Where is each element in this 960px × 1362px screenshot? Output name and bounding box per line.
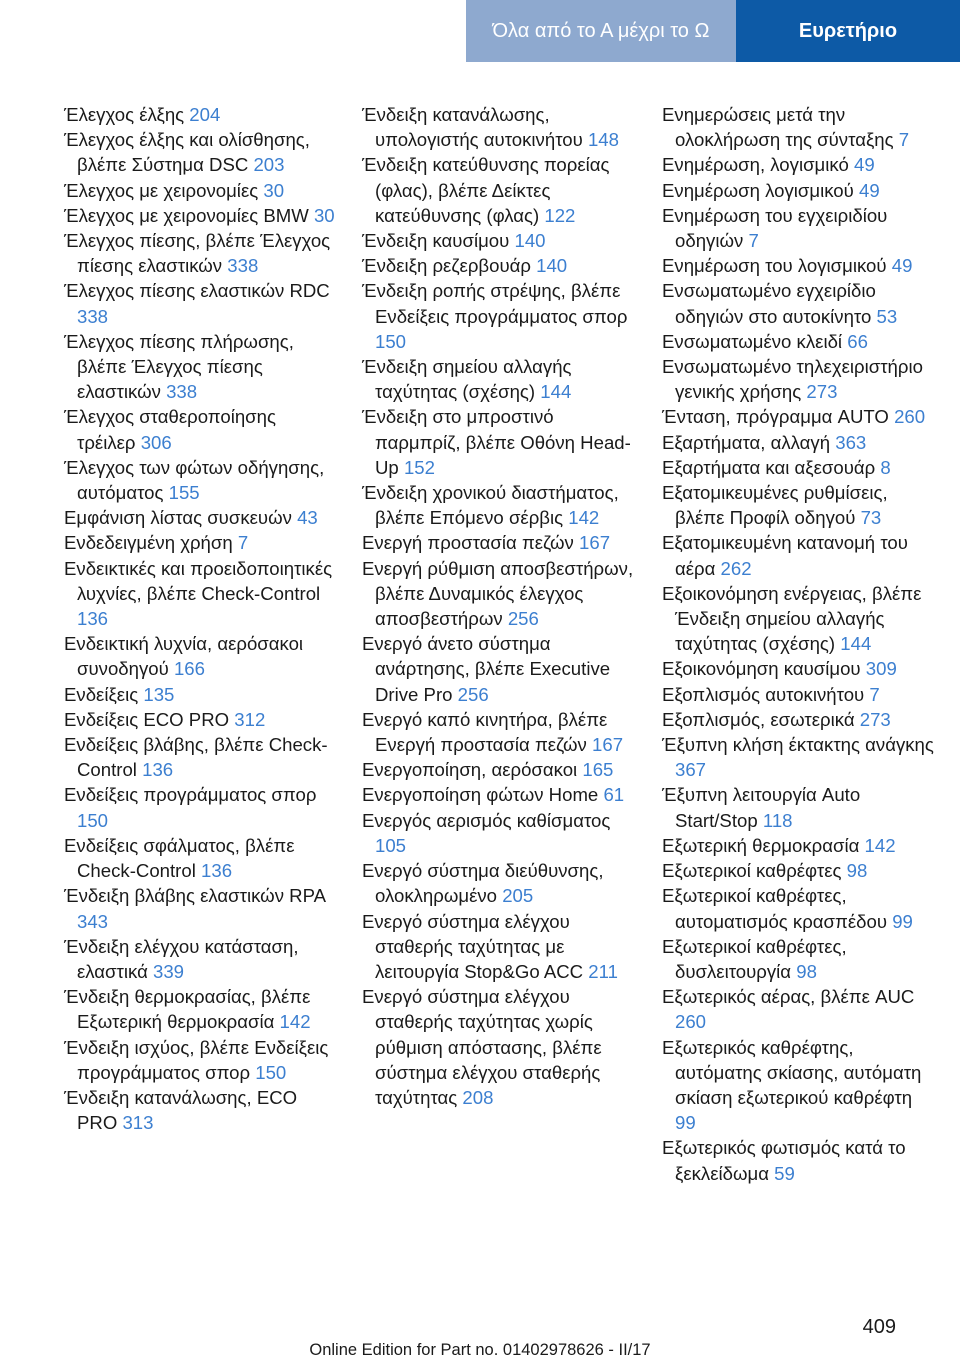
index-entry-term: Εξοικονόμηση καυσίμου: [662, 658, 861, 680]
index-entry: [362, 707, 634, 757]
index-entry-term: Ενεργός αερισμός καθίσματος: [362, 809, 611, 831]
index-entry: [64, 1035, 336, 1085]
index-entry-page-link[interactable]: 49: [858, 179, 880, 201]
index-entry-term: Εξοπλισμός, εσωτερικά: [662, 708, 855, 730]
index-entry-term: Εξατομικευμένες ρυθμίσεις, βλέπε Προφίλ οδηγού: [662, 482, 888, 529]
index-entry-page-link[interactable]: 142: [864, 834, 896, 856]
index-entry-page-link[interactable]: 59: [774, 1162, 795, 1184]
index-entry-page-link[interactable]: 260: [675, 1011, 707, 1033]
index-entry-page-link[interactable]: 30: [263, 179, 285, 201]
index-entry: [362, 631, 634, 707]
index-entry: [662, 682, 934, 707]
index-entry-term: Ενδείξεις βλάβης, βλέπε Check-Control: [64, 734, 328, 781]
index-entry-term: Έλεγχος πίεσης πλήρωσης, βλέπε Έλεγχος πίεσης ελαστικών: [64, 330, 294, 403]
index-entry-term: Έλεγχος έλξης: [64, 104, 185, 125]
index-entry-term: Ενεργό σύστημα ελέγχου σταθερής ταχύτητας με λειτουργία Stop&Go ACC: [362, 910, 584, 982]
index-entry-page-link[interactable]: 7: [237, 532, 249, 554]
index-entry: [662, 152, 934, 177]
index-entry-page-link[interactable]: 142: [279, 1011, 311, 1033]
index-entry-term: Ενδείξεις προγράμματος σπορ: [64, 784, 317, 806]
index-entry: [362, 858, 634, 908]
index-entry: [64, 505, 336, 530]
index-entry: [64, 556, 336, 632]
index-entry-page-link[interactable]: 7: [869, 683, 880, 705]
index-entry-page-link[interactable]: 167: [579, 532, 611, 554]
index-entry-term: Εξοικονόμηση ενέργειας, βλέπε Ένδειξη σημείου αλλαγής ταχύτητας (σχέσης): [662, 582, 922, 655]
index-entry-term: Έλεγχος σταθεροποίησης τρέιλερ: [64, 406, 276, 453]
index-entry-page-link[interactable]: 211: [588, 960, 618, 982]
index-entry: [64, 631, 336, 681]
index-entry-page-link[interactable]: 273: [806, 381, 838, 403]
index-entry: [662, 404, 934, 429]
index-entry-page-link[interactable]: 150: [375, 330, 407, 352]
index-entry: [64, 329, 336, 405]
index-entry-page-link[interactable]: 8: [880, 456, 891, 478]
index-entry: [662, 278, 934, 328]
index-entry: [362, 404, 634, 480]
index-entry-page-link[interactable]: 338: [166, 381, 198, 403]
index-entry: [662, 1135, 934, 1185]
index-entry: [662, 656, 934, 681]
index-entry-page-link[interactable]: 152: [403, 456, 435, 478]
index-entry-page-link[interactable]: 99: [892, 910, 913, 932]
index-entry: [64, 404, 336, 454]
index-entry-term: Έλεγχος πίεσης ελαστικών RDC: [64, 280, 330, 302]
index-entry-page-link[interactable]: 208: [462, 1086, 494, 1108]
index-entry: [662, 530, 934, 580]
index-entry-page-link[interactable]: 118: [762, 809, 793, 831]
index-entry: [64, 682, 336, 707]
index-entry: [362, 152, 634, 228]
index-entry-term: Ένδειξη κατανάλωσης, υπολογιστής αυτοκινήτου: [362, 104, 583, 151]
index-entry-term: Ενημερώσεις μετά την ολοκλήρωση της σύνταξης: [662, 104, 894, 151]
index-entry-page-link[interactable]: 167: [592, 734, 624, 756]
index-entry: [64, 984, 336, 1034]
page-number: 409: [862, 1316, 896, 1338]
index-entry-page-link[interactable]: 142: [568, 507, 600, 529]
index-entry-page-link[interactable]: 66: [847, 330, 868, 352]
index-entry-term: Ενσωματωμένο τηλεχειριστήριο γενικής χρήσης: [662, 356, 923, 403]
index-entry-term: Ένδειξη βλάβης ελαστικών RPA: [64, 885, 325, 907]
index-entry-page-link[interactable]: 144: [840, 633, 872, 655]
index-entry-term: Εξωτερική θερμοκρασία: [662, 834, 860, 856]
index-entry-page-link[interactable]: 53: [876, 305, 898, 327]
index-entry: [362, 228, 634, 253]
index-entry: [64, 278, 336, 328]
index-entry-term: Εξαρτήματα, αλλαγή: [662, 431, 831, 453]
index-entry: [362, 556, 634, 632]
index-entry-term: Ενεργή ρύθμιση αποσβεστήρων, βλέπε Δυναμικός έλεγχος αποσβεστήρων: [362, 557, 634, 630]
index-entry: [662, 858, 934, 883]
index-entry-page-link[interactable]: 273: [859, 708, 891, 730]
index-column-3: [662, 102, 934, 1186]
index-entry-page-link[interactable]: 61: [603, 784, 625, 806]
index-entry: [362, 102, 634, 152]
index-entry-page-link[interactable]: 140: [514, 230, 546, 252]
index-entry: [64, 732, 336, 782]
index-entry-term: Ενημέρωση λογισμικού: [662, 179, 854, 201]
index-entry-page-link[interactable]: 306: [140, 431, 172, 453]
index-entry: [662, 707, 934, 732]
index-entry-term: Εξωτερικοί καθρέφτες, δυσλειτουργία: [662, 935, 847, 982]
index-entry: [64, 530, 336, 555]
index-entry: [362, 530, 634, 555]
index-entry-term: Ενσωματωμένο εγχειρίδιο οδηγιών στο αυτοκίνητο: [662, 280, 876, 327]
index-entry-page-link[interactable]: 205: [502, 885, 534, 907]
index-entry-term: Ένδειξη ισχύος, βλέπε Ενδείξεις προγράμματος σπορ: [64, 1036, 329, 1083]
index-entry: [662, 581, 934, 657]
index-entry-term: Εξωτερικός αέρας, βλέπε AUC: [662, 986, 915, 1008]
index-entry-term: Εξωτερικός φωτισμός κατά το ξεκλείδωμα: [662, 1137, 906, 1184]
index-entry-term: Ενσωματωμένο κλειδί: [662, 330, 843, 352]
index-entry-page-link[interactable]: 140: [536, 255, 568, 277]
index-entry-term: Έλεγχος έλξης και ολίσθησης, βλέπε Σύστημα DSC: [64, 129, 310, 176]
index-entry-page-link[interactable]: 339: [153, 960, 185, 982]
index-entry: [662, 480, 934, 530]
index-entry-term: Ένταση, πρόγραμμα AUTO: [662, 406, 889, 428]
index-entry-term: Ένδειξη ελέγχου κατάσταση, ελαστικά: [64, 935, 299, 982]
index-entry-term: Ενεργή προστασία πεζών: [362, 532, 574, 554]
footer-edition-note: Online Edition for Part no. 01402978626 - II/17: [309, 1341, 651, 1359]
index-entry-page-link[interactable]: 155: [168, 482, 200, 504]
index-entry-page-link[interactable]: 105: [375, 834, 407, 856]
index-entry-page-link[interactable]: 49: [853, 154, 875, 176]
index-entry-term: Εξωτερικοί καθρέφτες: [662, 860, 842, 882]
index-entry-page-link[interactable]: 98: [796, 960, 817, 982]
index-entry-page-link[interactable]: 256: [507, 608, 539, 630]
index-entry-page-link[interactable]: 367: [675, 759, 707, 781]
index-entry-page-link[interactable]: 338: [227, 255, 259, 277]
index-entry-term: Ενδεικτική λυχνία, αερόσακοι συνοδηγού: [64, 633, 304, 680]
index-entry-term: Ενδεικτικές και προειδοποιητικές λυχνίες, βλέπε Check-Control: [64, 557, 333, 604]
index-entry-term: Ενδείξεις σφάλματος, βλέπε Check-Control: [64, 834, 295, 882]
index-entry-term: Έξυπνη λειτουργία Auto Start/Stop: [662, 784, 861, 831]
index-entry-term: Έλεγχος των φώτων οδήγησης, αυτόματος: [64, 456, 325, 504]
index-entry-page-link[interactable]: 98: [846, 860, 868, 882]
index-entry-page-link[interactable]: 7: [898, 129, 910, 151]
index-entry: [662, 329, 934, 354]
index-column-1: [64, 102, 336, 1135]
section-tab[interactable]: Όλα από το Α μέχρι το Ω: [466, 0, 736, 62]
index-entry-page-link[interactable]: 73: [860, 507, 882, 529]
index-entry: [64, 127, 336, 177]
index-entry-page-link[interactable]: 312: [234, 708, 266, 730]
index-entry: [662, 430, 934, 455]
index-entry: [662, 203, 934, 253]
index-entry-page-link[interactable]: 363: [835, 431, 867, 453]
index-entry: [64, 203, 336, 228]
index-entry: [662, 833, 934, 858]
index-entry-page-link[interactable]: 30: [313, 204, 335, 226]
index-entry: [362, 757, 634, 782]
index-entry-term: Ενεργό σύστημα διεύθυνσης, ολοκληρωμένο: [362, 860, 604, 907]
page-header: [0, 0, 960, 62]
index-entry: [662, 102, 934, 152]
index-entry: [362, 984, 634, 1110]
index-entry-page-link[interactable]: 136: [142, 759, 174, 781]
index-entry-term: Ενημέρωση του λογισμικού: [662, 255, 887, 277]
index-entry-page-link[interactable]: 144: [540, 381, 572, 403]
index-entry-term: Εξωτερικοί καθρέφτες, αυτοματισμός κρασπέδου: [662, 885, 888, 932]
index-entry-term: Ενεργοποίηση, αερόσακοι: [362, 759, 578, 781]
index-entry: [64, 228, 336, 278]
index-entry-term: Εξαρτήματα και αξεσουάρ: [662, 456, 876, 478]
index-entry-term: Ένδειξη καυσίμου: [362, 230, 510, 252]
index-entry: [662, 455, 934, 480]
index-entry: [64, 833, 336, 883]
index-entry-term: Εξατομικευμένη κατανομή του αέρα: [662, 532, 908, 579]
index-entry-page-link[interactable]: 43: [297, 507, 318, 529]
index-entry-page-link[interactable]: 49: [891, 255, 913, 277]
index-entry: [64, 178, 336, 203]
index-entry: [64, 102, 336, 127]
index-entry-page-link[interactable]: 343: [77, 910, 109, 932]
index-entry: [362, 253, 634, 278]
index-entry: [64, 1085, 336, 1135]
index-entry: [64, 455, 336, 505]
index-entry: [64, 883, 336, 933]
index-entry: [362, 909, 634, 985]
index-entry-term: Ενδείξεις: [64, 683, 139, 705]
index-entry-page-link[interactable]: 150: [255, 1061, 287, 1083]
index-entry-term: Ενδεδειγμένη χρήση: [64, 532, 233, 554]
index-entry: [64, 934, 336, 984]
index-entry-term: Έλεγχος με χειρονομίες: [64, 179, 259, 201]
index-entry: [362, 782, 634, 807]
index-entry: [662, 354, 934, 404]
index-entry: [362, 278, 634, 354]
index-entry: [662, 934, 934, 984]
index-entry: [662, 732, 934, 782]
index-entry: [662, 984, 934, 1034]
index-entry-page-link[interactable]: 99: [675, 1112, 696, 1134]
index-entry-term: Έξυπνη κλήση έκτακτης ανάγκης: [662, 734, 934, 756]
index-entry-term: Εξοπλισμός αυτοκινήτου: [662, 683, 865, 705]
index-entry: [362, 354, 634, 404]
index-entry-page-link[interactable]: 150: [77, 809, 109, 831]
index-entry-term: Ενεργό σύστημα ελέγχου σταθερής ταχύτητας χωρίς ρύθμιση απόστασης, βλέπε σύστημα ελέγχου σταθερής ταχύτητας: [362, 986, 602, 1108]
index-entry-term: Ένδειξη κατεύθυνσης πορείας (φλας), βλέπε Δείκτες κατεύθυνσης (φλας): [362, 154, 610, 226]
index-entry-term: Ένδειξη στο μπροστινό παρμπρίζ, βλέπε Οθόνη Head-Up: [362, 406, 631, 478]
index-entry: [64, 782, 336, 832]
index-entry-page-link[interactable]: 204: [189, 104, 221, 125]
index-entry-page-link[interactable]: 309: [865, 658, 897, 680]
index-entry: [662, 253, 934, 278]
index-entry-term: Εξωτερικός καθρέφτης, αυτόματης σκίασης, αυτόματη σκίαση εξωτερικού καθρέφτη: [662, 1036, 922, 1108]
index-entry: [662, 883, 934, 933]
index-entry-page-link[interactable]: 256: [457, 683, 489, 705]
index-entry-page-link[interactable]: 136: [201, 860, 233, 882]
index-entry-term: Εμφάνιση λίστας συσκευών: [64, 507, 292, 529]
index-entry-page-link[interactable]: 122: [544, 204, 576, 226]
index-entry-page-link[interactable]: 165: [582, 759, 614, 781]
index-entry-page-link[interactable]: 7: [748, 230, 759, 252]
index-entry-term: Ένδειξη ρεζερβουάρ: [362, 255, 531, 277]
index-entry-term: Ένδειξη χρονικού διαστήματος, βλέπε Επόμενο σέρβις: [362, 482, 619, 529]
index-entry-page-link[interactable]: 260: [894, 406, 926, 428]
index-entry-term: Ενεργό καπό κινητήρα, βλέπε Ενεργή προστασία πεζών: [362, 708, 608, 756]
index-entry-term: Ένδειξη σημείου αλλαγής ταχύτητας (σχέσης): [362, 356, 572, 403]
index-entry-page-link[interactable]: 203: [253, 154, 285, 176]
index-entry-term: Ένδειξη κατανάλωσης, ECO PRO: [64, 1086, 298, 1134]
index-entry: [662, 1035, 934, 1136]
index-entry-page-link[interactable]: 262: [720, 557, 752, 579]
index-column-2: [362, 102, 634, 1110]
index-entry-term: Ενεργοποίηση φώτων Home: [362, 784, 599, 806]
index-entry-page-link[interactable]: 136: [77, 608, 109, 630]
index-entry-term: Ένδειξη θερμοκρασίας, βλέπε Εξωτερική θερμοκρασία: [64, 986, 311, 1033]
index-entry: [64, 707, 336, 732]
index-entry-page-link[interactable]: 148: [587, 129, 619, 151]
index-entry-term: Ενημέρωση, λογισμικό: [662, 154, 849, 176]
index-entry: [662, 782, 934, 832]
index-entry: [362, 480, 634, 530]
index-entry-term: Ενδείξεις ECO PRO: [64, 708, 230, 730]
index-entry-term: Ενεργό άνετο σύστημα ανάρτησης, βλέπε Executive Drive Pro: [362, 633, 611, 705]
index-entry-term: Ενημέρωση του εγχειριδίου οδηγιών: [662, 204, 888, 252]
chapter-tab[interactable]: Ευρετήριο: [736, 0, 960, 62]
index-entry-page-link[interactable]: 338: [77, 305, 109, 327]
index-entry-term: Έλεγχος πίεσης, βλέπε Έλεγχος πίεσης ελαστικών: [64, 230, 331, 277]
index-entry: [662, 178, 934, 203]
index-entry-page-link[interactable]: 135: [143, 683, 175, 705]
index-entry-page-link[interactable]: 166: [173, 658, 205, 680]
index-entry-term: Έλεγχος με χειρονομίες BMW: [64, 204, 309, 226]
index-entry-page-link[interactable]: 313: [122, 1112, 154, 1134]
index-entry-term: Ένδειξη ροπής στρέψης, βλέπε Ενδείξεις προγράμματος σπορ: [362, 280, 628, 327]
index-entry: [362, 808, 634, 858]
